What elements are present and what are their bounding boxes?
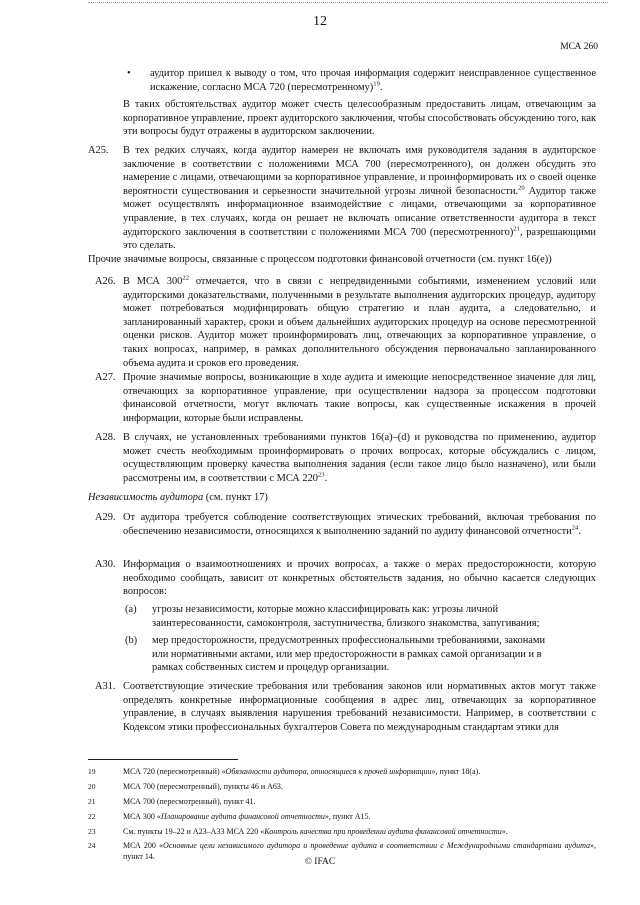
footnote-plain: МСА 700 (пересмотренный), пункты 46 и А63. bbox=[123, 782, 283, 791]
footnote-ref: 21 bbox=[513, 225, 520, 233]
a25-text-part2: Аудитор также может осуществлять информационное взаимодействие с лицами, отвечающими за корпоративное управление, в тех случаях, когда он решает не включать описание ответственности аудитора в текст аудиторского заключения в соответствии с положениями МСА 700 (пересмотренного) bbox=[123, 185, 596, 238]
footnote-italic: Обязанности аудитора, относящиеся к прочей информации bbox=[225, 767, 432, 776]
footnote-plain: ». bbox=[501, 827, 508, 836]
footnote-ref: 19 bbox=[373, 80, 380, 88]
footnote-plain: », пункт А15. bbox=[324, 812, 371, 821]
footnote-italic: Контроль качества при проведении аудита финансовой отчетности bbox=[264, 827, 502, 836]
paragraph-label-a30: A30. bbox=[95, 559, 116, 570]
list-item-label: (b) bbox=[125, 635, 138, 646]
bullet-text: аудитор пришел к выводу о том, что прочая информация содержит неисправленное существенное искажение, согласно МСА 720 (пересмотренному) bbox=[150, 68, 596, 93]
paragraph-a27: Прочие значимые вопросы, возникающие в ходе аудита и имеющие непосредственное значение для лиц, отвечающих за корпоративное управление, при осуществлении надзора за процессом подготовки финансовой отчетности, могут включать такие вопросы, как существенные искажения в прочей информации, которые были исправлены. bbox=[123, 372, 596, 424]
footnote-ref: 22 bbox=[182, 274, 189, 282]
a29-text-part2: . bbox=[578, 525, 581, 537]
footnote-plain: », пункт 18(a). bbox=[431, 767, 481, 776]
a25-text-part3: , разрешающими это сделать. bbox=[123, 226, 596, 252]
footnote-text bbox=[123, 826, 596, 837]
footnote-ref: 20 bbox=[518, 184, 525, 192]
paragraph-label-a29: A29. bbox=[95, 512, 116, 523]
paragraph-a28 bbox=[123, 431, 596, 485]
list-item-text: угрозы независимости, которые можно классифицировать как: угрозы личной заинтересованности, самоконтроля, заступничества, близкого знакомства, запугивания; bbox=[152, 604, 540, 629]
top-border-line bbox=[88, 2, 608, 3]
footnote-number: 22 bbox=[88, 812, 96, 821]
a26-text-part1: В МСА 300 bbox=[123, 276, 183, 287]
paragraph-a26 bbox=[123, 275, 596, 370]
bullet-marker: • bbox=[127, 68, 131, 79]
footnote-ref: 24 bbox=[571, 524, 579, 532]
a25-text-part1: В тех редких случаях, когда аудитор намерен не включать имя руководителя задания в аудиторское заключение в соответствии с положениями МСА 700 (пересмотренного), он должен обсудить это намерение с лицами, отвечающими за корпоративное управление, и проинформировать их о своей оценке вероятности существования и серьезности значительной угрозы личной безопасности. bbox=[123, 145, 596, 197]
section-heading-other-matters: Прочие значимые вопросы, связанные с процессом подготовки финансовой отчетности (см. пункт 16(e)) bbox=[88, 254, 552, 265]
footnote-text bbox=[123, 781, 596, 792]
footnote-plain: МСА 720 (пересмотренный) « bbox=[123, 767, 226, 776]
paragraph-a30: Информация о взаимоотношениях и прочих вопросах, а также о мерах предосторожности, которую необходимо сообщать, зависит от конкретных обстоятельств задания, но обычно касается следующих вопросов: bbox=[123, 559, 596, 598]
footnote-number: 24 bbox=[88, 841, 96, 850]
footnote-number: 19 bbox=[88, 767, 96, 776]
bullet-followup-paragraph: В таких обстоятельствах аудитор может счесть целесообразным предоставить лицам, отвечающим за корпоративное управление, проект аудиторского заключения, чтобы способствовать обсуждению того, как эти вопросы будут отражены в аудиторском заключении. bbox=[123, 99, 596, 138]
footnote-number: 21 bbox=[88, 797, 96, 806]
footnote-plain: МСА 200 « bbox=[123, 841, 164, 850]
paragraph-label-a25: A25. bbox=[88, 145, 109, 156]
paragraph-label-a31: A31. bbox=[95, 681, 116, 692]
heading-rest: (см. пункт 17) bbox=[203, 492, 268, 503]
a26-text-part2: отмечается, что в связи с непредвиденными событиями, изменением условий или аудиторскими доказательствами, полученными в результате выполнения аудиторских процедур, аудитору может потребоваться модифицировать общую стратегию и план аудита, а следовательно, и запланированный характер, сроки и объем дальнейших аудиторских процедур на основе пересмотренной оценки рисков. Аудитор может проинформировать лиц, отвечающих за корпоративное управление, о таких вопросах, например, в рамках дополнительного обсуждения первоначально запланированного объема аудита и сроков его проведения. bbox=[123, 276, 597, 369]
list-item-label: (a) bbox=[125, 604, 137, 615]
footnote-plain: МСА 300 « bbox=[123, 812, 161, 821]
bullet-tail: . bbox=[379, 81, 383, 93]
footnote-number: 20 bbox=[88, 782, 96, 791]
section-heading-independence bbox=[88, 491, 268, 505]
paragraph-label-a26: A26. bbox=[95, 276, 116, 287]
a28-text-part1: В случаях, не установленных требованиями пунктов 16(a)–(d) и руководства по применению, аудитор может счесть необходимым проинформировать о прочих вопросах, которые обсуждались с лицом, осуществляющим проверку качества выполнения задания (если такое лицо было назначено), или были рассмотрены им, в соответствии с МСА 220 bbox=[123, 432, 596, 484]
a29-text-part1: От аудитора требуется соблюдение соответствующих этических требований, включая требования по обеспечению независимости, относящихся к выполнению заданий по аудиту финансовой отчетности bbox=[123, 512, 596, 537]
footnote-plain: МСА 700 (пересмотренный), пункт 41. bbox=[123, 797, 256, 806]
footnote-text bbox=[123, 811, 596, 822]
paragraph-label-a27: A27. bbox=[95, 372, 116, 383]
a28-text-part2: . bbox=[324, 472, 328, 484]
standard-label: МСА 260 bbox=[560, 42, 598, 52]
footnote-separator bbox=[88, 759, 238, 760]
footnote-plain: См. пункты 19–22 и А23–А33 МСА 220 « bbox=[123, 827, 265, 836]
paragraph-label-a28: A28. bbox=[95, 432, 116, 443]
paragraph-a29 bbox=[123, 511, 596, 538]
footnote-italic: Основные цели независимого аудитора и проведение аудита в соответствии с Международными стандартами аудита bbox=[163, 841, 590, 850]
footnote-text bbox=[123, 796, 596, 807]
footnote-plain: », пункт 14. bbox=[123, 841, 596, 861]
footnote-ref: 23 bbox=[317, 471, 325, 479]
paragraph-a31: Соответствующие этические требования или требования законов или нормативных актов могут также определять конкретные информационные сообщения в адрес лиц, отвечающих за корпоративное управление, в случаях выявления нарушения требований независимости. Например, в соответствии с Кодексом этики профессиональных бухгалтеров Совета по международным стандартам этики для bbox=[123, 681, 596, 733]
heading-italic: Независимость аудитора bbox=[88, 492, 204, 503]
copyright-footer: © IFAC bbox=[304, 857, 336, 867]
footnote-text bbox=[123, 766, 596, 777]
page-number: 12 bbox=[313, 14, 327, 29]
paragraph-a25 bbox=[123, 144, 596, 253]
footnote-italic: Планирование аудита финансовой отчетности bbox=[160, 812, 325, 821]
footnote-number: 23 bbox=[88, 827, 96, 836]
list-item-text: мер предосторожности, предусмотренных профессиональными требованиями, законами или нормативными актами, или мер предосторожности в рамках самой организации и в рамках собственных систем и процедур организации. bbox=[152, 635, 546, 674]
bullet-paragraph bbox=[150, 67, 596, 94]
